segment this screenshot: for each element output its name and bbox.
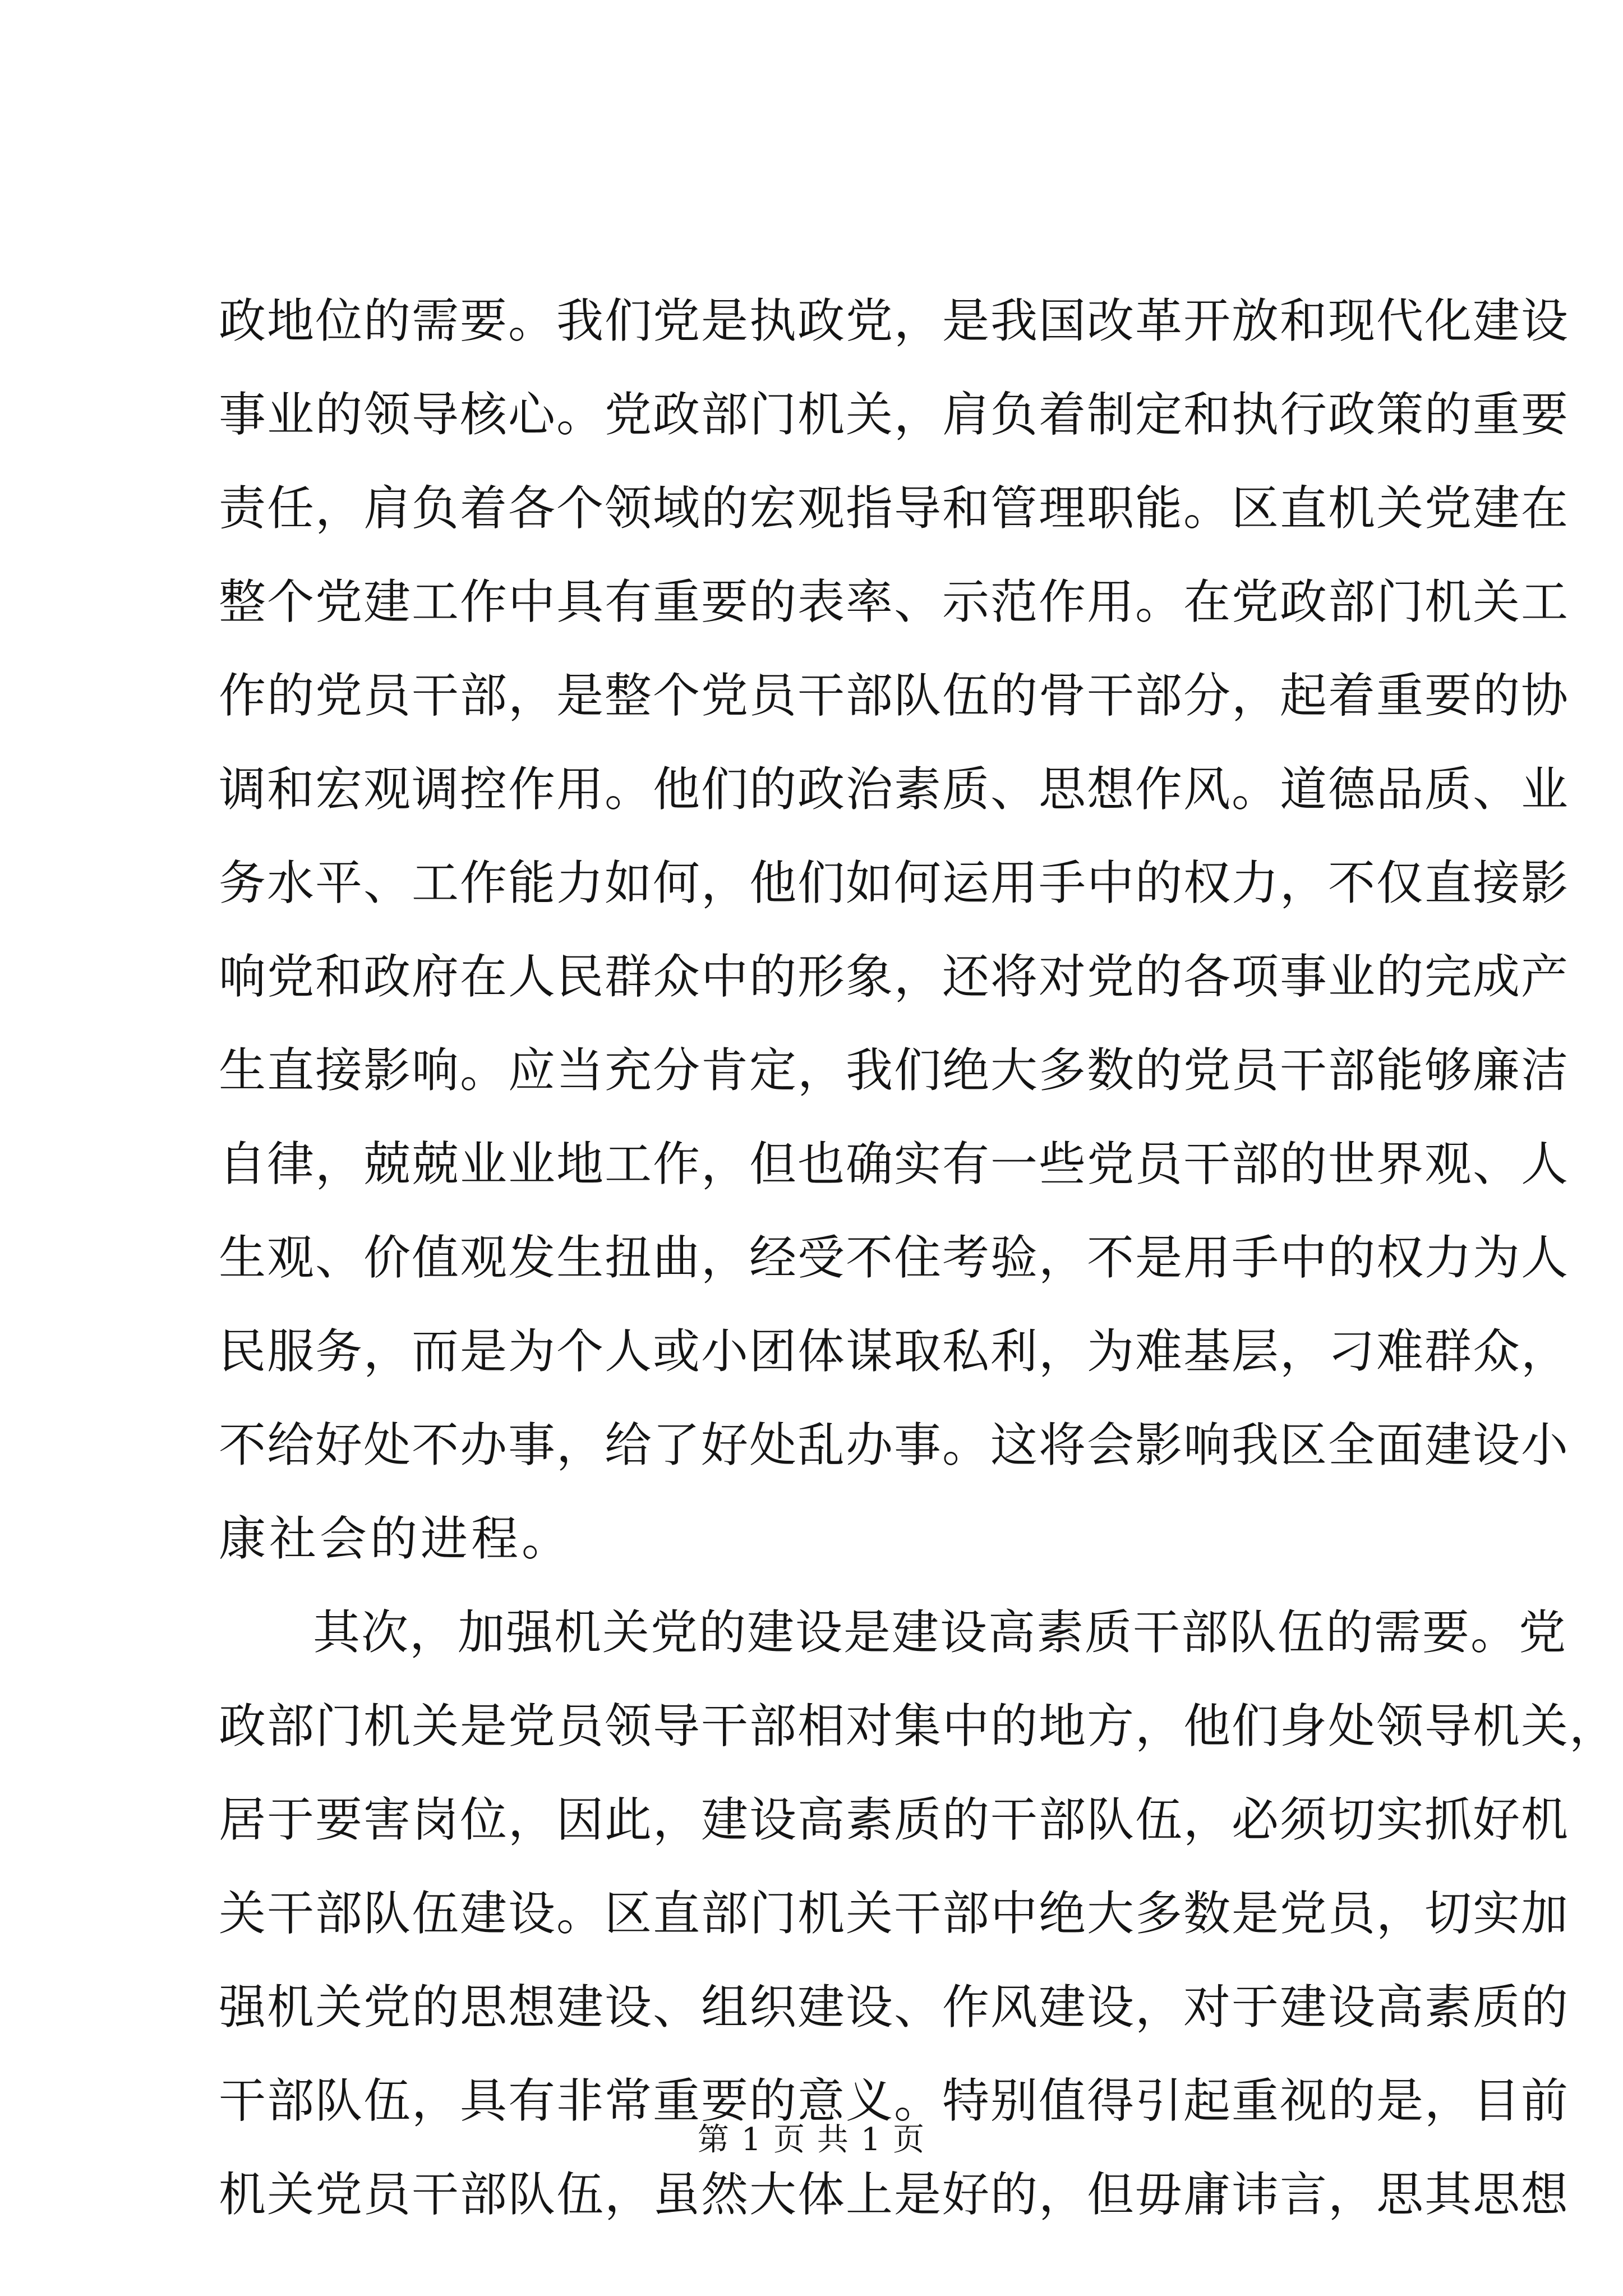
text-line: 作的党员干部，是整个党员干部队伍的骨干部分，起着重要的协 <box>219 668 1570 723</box>
text-line: 政部门机关是党员领导干部相对集中的地方，他们身处领导机关， <box>219 1699 1618 1754</box>
text-line: 不给好处不办事，给了好处乱办事。这将会影响我区全面建设小 <box>219 1418 1570 1473</box>
text-line: 整个党建工作中具有重要的表率、示范作用。在党政部门机关工 <box>219 574 1570 629</box>
text-line: 民服务，而是为个人或小团体谋取私利，为难基层，刁难群众， <box>219 1324 1570 1379</box>
text-line: 强机关党的思想建设、组织建设、作风建设，对于建设高素质的 <box>219 1980 1570 2035</box>
text-line: 事业的领导核心。党政部门机关，肩负着制定和执行政策的重要 <box>219 387 1570 442</box>
text-line: 干部队伍，具有非常重要的意义。特别值得引起重视的是，目前 <box>219 2073 1570 2128</box>
text-line: 务水平、工作能力如何，他们如何运用手中的权力，不仅直接影 <box>219 855 1570 910</box>
text-line: 机关党员干部队伍，虽然大体上是好的，但毋庸讳言，思其思想 <box>219 2167 1570 2222</box>
text-line: 生观、价值观发生扭曲，经受不住考验，不是用手中的权力为人 <box>219 1230 1570 1285</box>
text-line: 康社会的进程。 <box>219 1511 573 1566</box>
text-line: 其次，加强机关党的建设是建设高素质干部队伍的需要。党 <box>313 1605 1567 1660</box>
text-line: 政地位的需要。我们党是执政党，是我国改革开放和现代化建设 <box>219 293 1570 348</box>
text-line: 关干部队伍建设。区直部门机关干部中绝大多数是党员，切实加 <box>219 1886 1570 1941</box>
page-number-footer: 第 1 页 共 1 页 <box>697 2122 926 2158</box>
text-line: 责任，肩负着各个领域的宏观指导和管理职能。区直机关党建在 <box>219 481 1570 536</box>
text-line: 响党和政府在人民群众中的形象，还将对党的各项事业的完成产 <box>219 949 1570 1004</box>
text-line: 自律，兢兢业业地工作，但也确实有一些党员干部的世界观、人 <box>219 1137 1570 1191</box>
text-line: 居于要害岗位，因此，建设高素质的干部队伍，必须切实抓好机 <box>219 1792 1570 1847</box>
document-body <box>219 293 1618 2265</box>
text-line: 生直接影响。应当充分肯定，我们绝大多数的党员干部能够廉洁 <box>219 1043 1570 1098</box>
text-line: 调和宏观调控作用。他们的政治素质、思想作风。道德品质、业 <box>219 762 1570 817</box>
